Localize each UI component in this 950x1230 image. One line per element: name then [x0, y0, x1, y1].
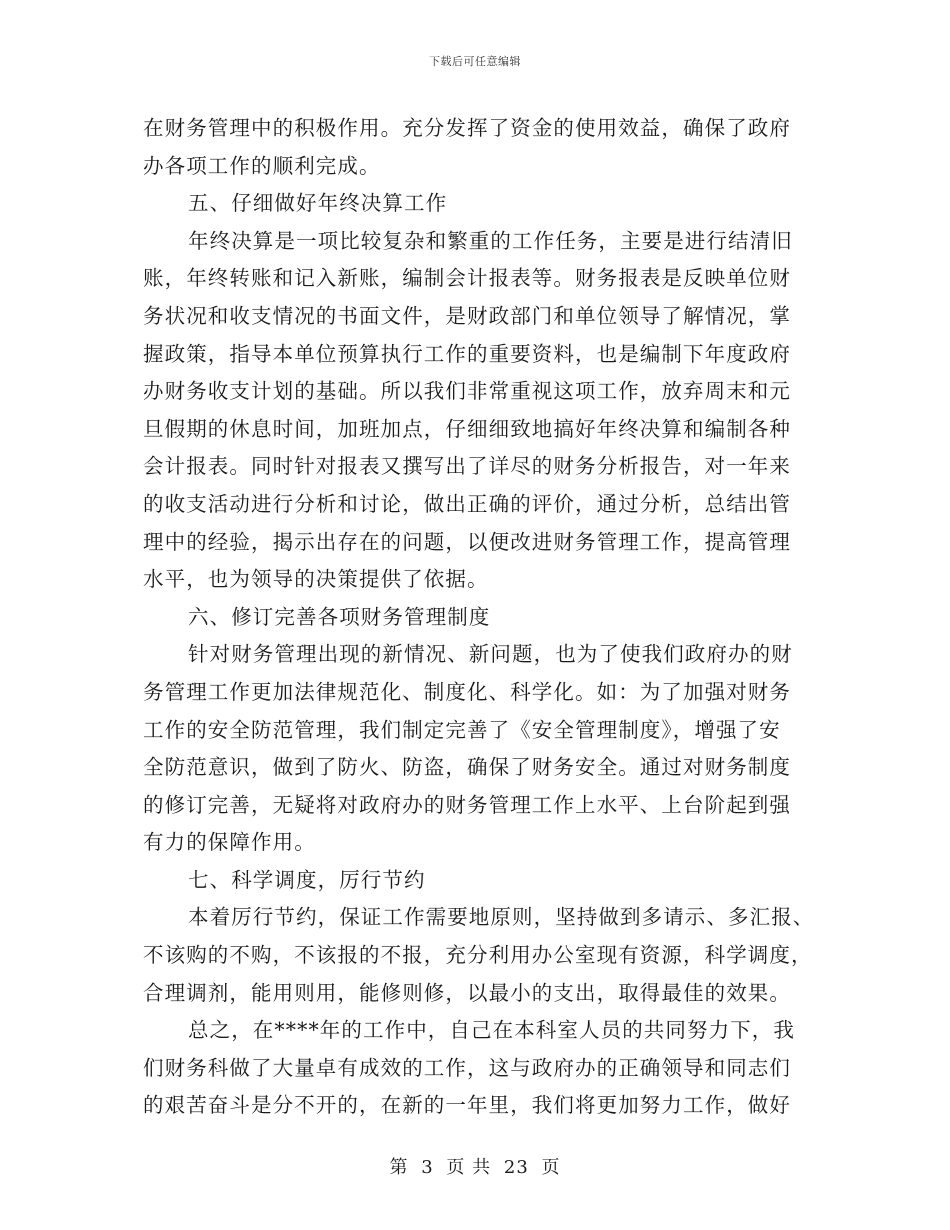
text-line: 的修订完善，无疑将对政府办的财务管理工作上水平、上台阶起到强 — [143, 792, 791, 817]
text-line: 办财务收支计划的基础。所以我们非常重视这项工作，放弃周末和元 — [143, 379, 791, 404]
footer-prefix: 第 — [389, 1157, 409, 1178]
text-line: 们财务科做了大量卓有成效的工作，这与政府办的正确领导和同志们 — [143, 1055, 791, 1080]
text-line: 旦假期的休息时间，加班加点，仔细细致地搞好年终决算和编制各种 — [143, 416, 791, 441]
text-line: 全防范意识，做到了防火、防盗，确保了财务安全。通过对财务制度 — [143, 755, 791, 780]
current-page-number: 3 — [421, 1157, 434, 1178]
text-line: 总之，在****年的工作中，自己在本科室人员的共同努力下，我 — [188, 1018, 795, 1043]
document-body — [143, 110, 815, 1125]
text-line: 务状况和收支情况的书面文件，是财政部门和单位领导了解情况，掌 — [143, 303, 791, 328]
text-line: 水平，也为领导的决策提供了依据。 — [143, 567, 489, 592]
section-heading: 六、修订完善各项财务管理制度 — [188, 604, 491, 629]
footer-suffix: 页 — [541, 1157, 561, 1178]
text-line: 有力的保障作用。 — [143, 830, 316, 855]
text-line: 理中的经验，揭示出存在的问题，以便改进财务管理工作，提高管理 — [143, 529, 791, 554]
section-heading: 五、仔细做好年终决算工作 — [188, 191, 448, 216]
footer-middle: 页 共 — [446, 1157, 492, 1178]
text-line: 针对财务管理出现的新情况、新问题，也为了使我们政府办的财 — [188, 642, 793, 667]
text-line: 不该购的不购，不该报的不报，充分利用办公室现有资源，科学调度， — [143, 943, 813, 968]
text-line: 的艰苦奋斗是分不开的，在新的一年里，我们将更加努力工作，做好 — [143, 1093, 791, 1118]
text-line: 工作的安全防范管理，我们制定完善了《安全管理制度》，增强了安 — [143, 717, 781, 742]
text-line: 账，年终转账和记入新账，编制会计报表等。财务报表是反映单位财 — [143, 266, 791, 291]
text-line: 年终决算是一项比较复杂和繁重的工作任务，主要是进行结清旧 — [188, 228, 793, 253]
page-header: 下载后可任意编辑 — [429, 55, 521, 68]
text-line: 的收支活动进行分析和讨论，做出正确的评价，通过分析，总结出管 — [143, 491, 791, 516]
text-line: 本着厉行节约，保证工作需要地原则，坚持做到多请示、多汇报、 — [188, 905, 815, 930]
page-footer — [0, 1153, 950, 1179]
text-line: 在财务管理中的积极作用。充分发挥了资金的使用效益，确保了政府 — [143, 116, 791, 140]
text-line: 办各项工作的顺利完成。 — [143, 153, 381, 178]
text-line: 握政策，指导本单位预算执行工作的重要资料，也是编制下年度政府 — [143, 341, 791, 366]
text-line: 会计报表。同时针对报表又撰写出了详尽的财务分析报告，对一年来 — [143, 454, 791, 479]
section-heading: 七、科学调度，厉行节约 — [188, 867, 426, 892]
total-page-count: 23 — [503, 1157, 529, 1178]
text-line: 务管理工作更加法律规范化、制度化、科学化。如：为了加强对财务 — [143, 679, 791, 704]
text-line: 合理调剂，能用则用，能修则修，以最小的支出，取得最佳的效果。 — [143, 980, 791, 1005]
